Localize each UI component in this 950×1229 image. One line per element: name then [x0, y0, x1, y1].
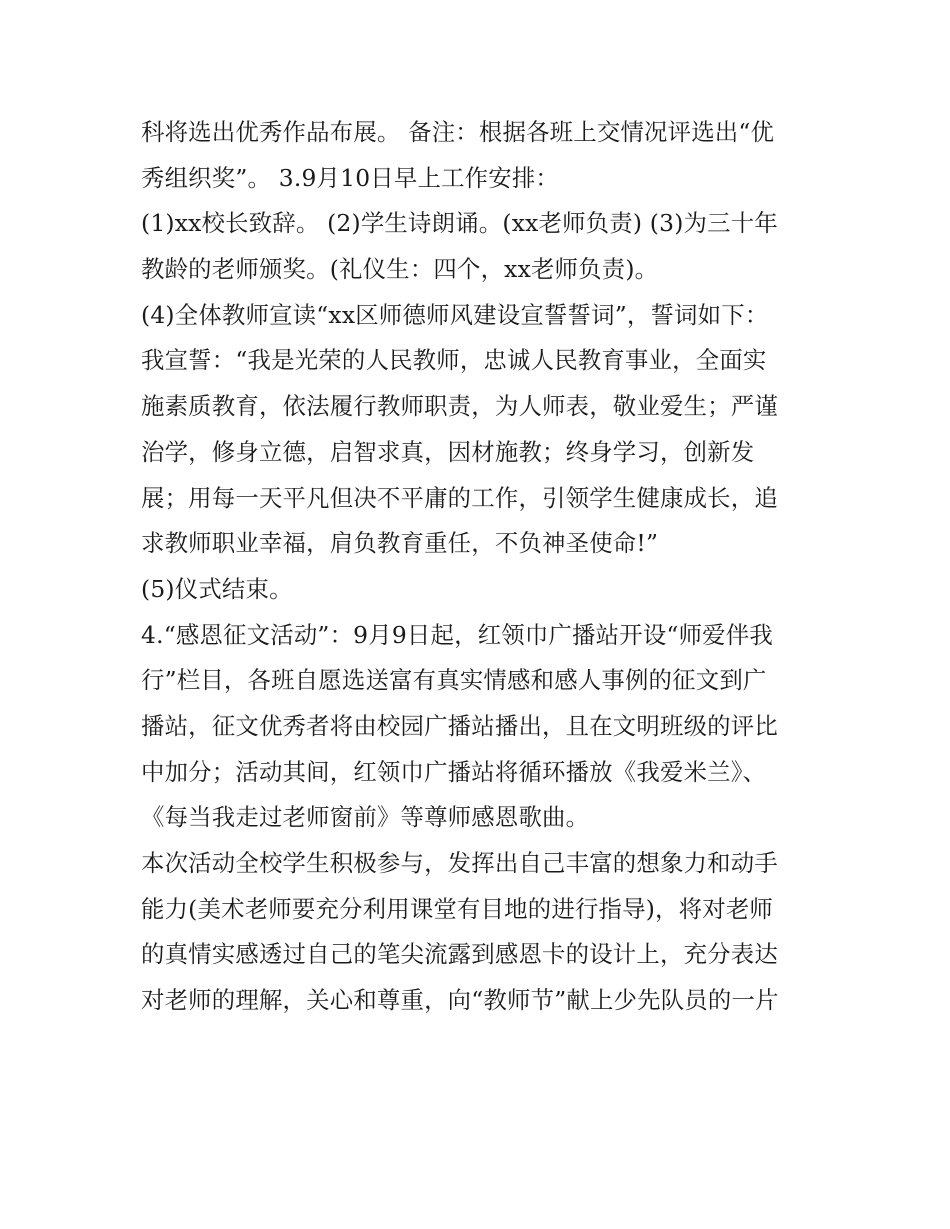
text-line: (1)xx校长致辞。 (2)学生诗朗诵。(xx老师负责) (3)为三十年 — [141, 209, 778, 238]
text-line: 我宣誓：“我是光荣的人民教师，忠诚人民教育事业，全面实 — [141, 346, 767, 375]
text-line: 中加分；活动其间，红领巾广播站将循环播放《我爱米兰》、 — [141, 757, 767, 786]
text-line: 科将选出优秀作品布展。 备注：根据各班上交情况评选出“优 — [141, 118, 775, 146]
text-line: 播站，征文优秀者将由校园广播站播出，且在文明班级的评比 — [141, 711, 778, 740]
text-line: 施素质教育，依法履行教师职责，为人师表，敬业爱生；严谨 — [141, 392, 778, 421]
text-line: 行”栏目，各班自愿选送富有真实情感和感人事例的征文到广 — [141, 666, 767, 695]
body-text — [141, 110, 831, 1024]
text-line: 能力(美术老师要充分利用课堂有目地的进行指导)，将对老师 — [141, 894, 774, 923]
text-line: 秀组织奖”。 3.9月10日早上工作安排： — [141, 163, 560, 192]
text-line: 教龄的老师颁奖。(礼仪生：四个，xx老师负责)。 — [141, 255, 659, 284]
text-line: 展；用每一天平凡但决不平庸的工作，引领学生健康成长，追 — [141, 483, 778, 512]
text-line: 4.“感恩征文活动”：9月9日起，红领巾广播站开设“师爱伴我 — [141, 620, 773, 649]
text-line: (4)全体教师宣读“xx区师德师风建设宣誓誓词”，誓词如下： — [141, 300, 769, 329]
text-line: 的真情实感透过自己的笔尖流露到感恩卡的设计上，充分表达 — [141, 940, 778, 969]
text-line: 治学，修身立德，启智求真，因材施教；终身学习，创新发 — [141, 437, 755, 466]
text-line: 《每当我走过老师窗前》等尊师感恩歌曲。 — [141, 803, 590, 832]
text-line: 对老师的理解，关心和尊重，向“教师节”献上少先队员的一片 — [141, 986, 779, 1015]
text-line: (5)仪式结束。 — [141, 574, 293, 603]
text-line: 求教师职业幸福，肩负教育重任，不负神圣使命!” — [141, 529, 659, 558]
text-line: 本次活动全校学生积极参与，发挥出自己丰富的想象力和动手 — [141, 849, 778, 877]
